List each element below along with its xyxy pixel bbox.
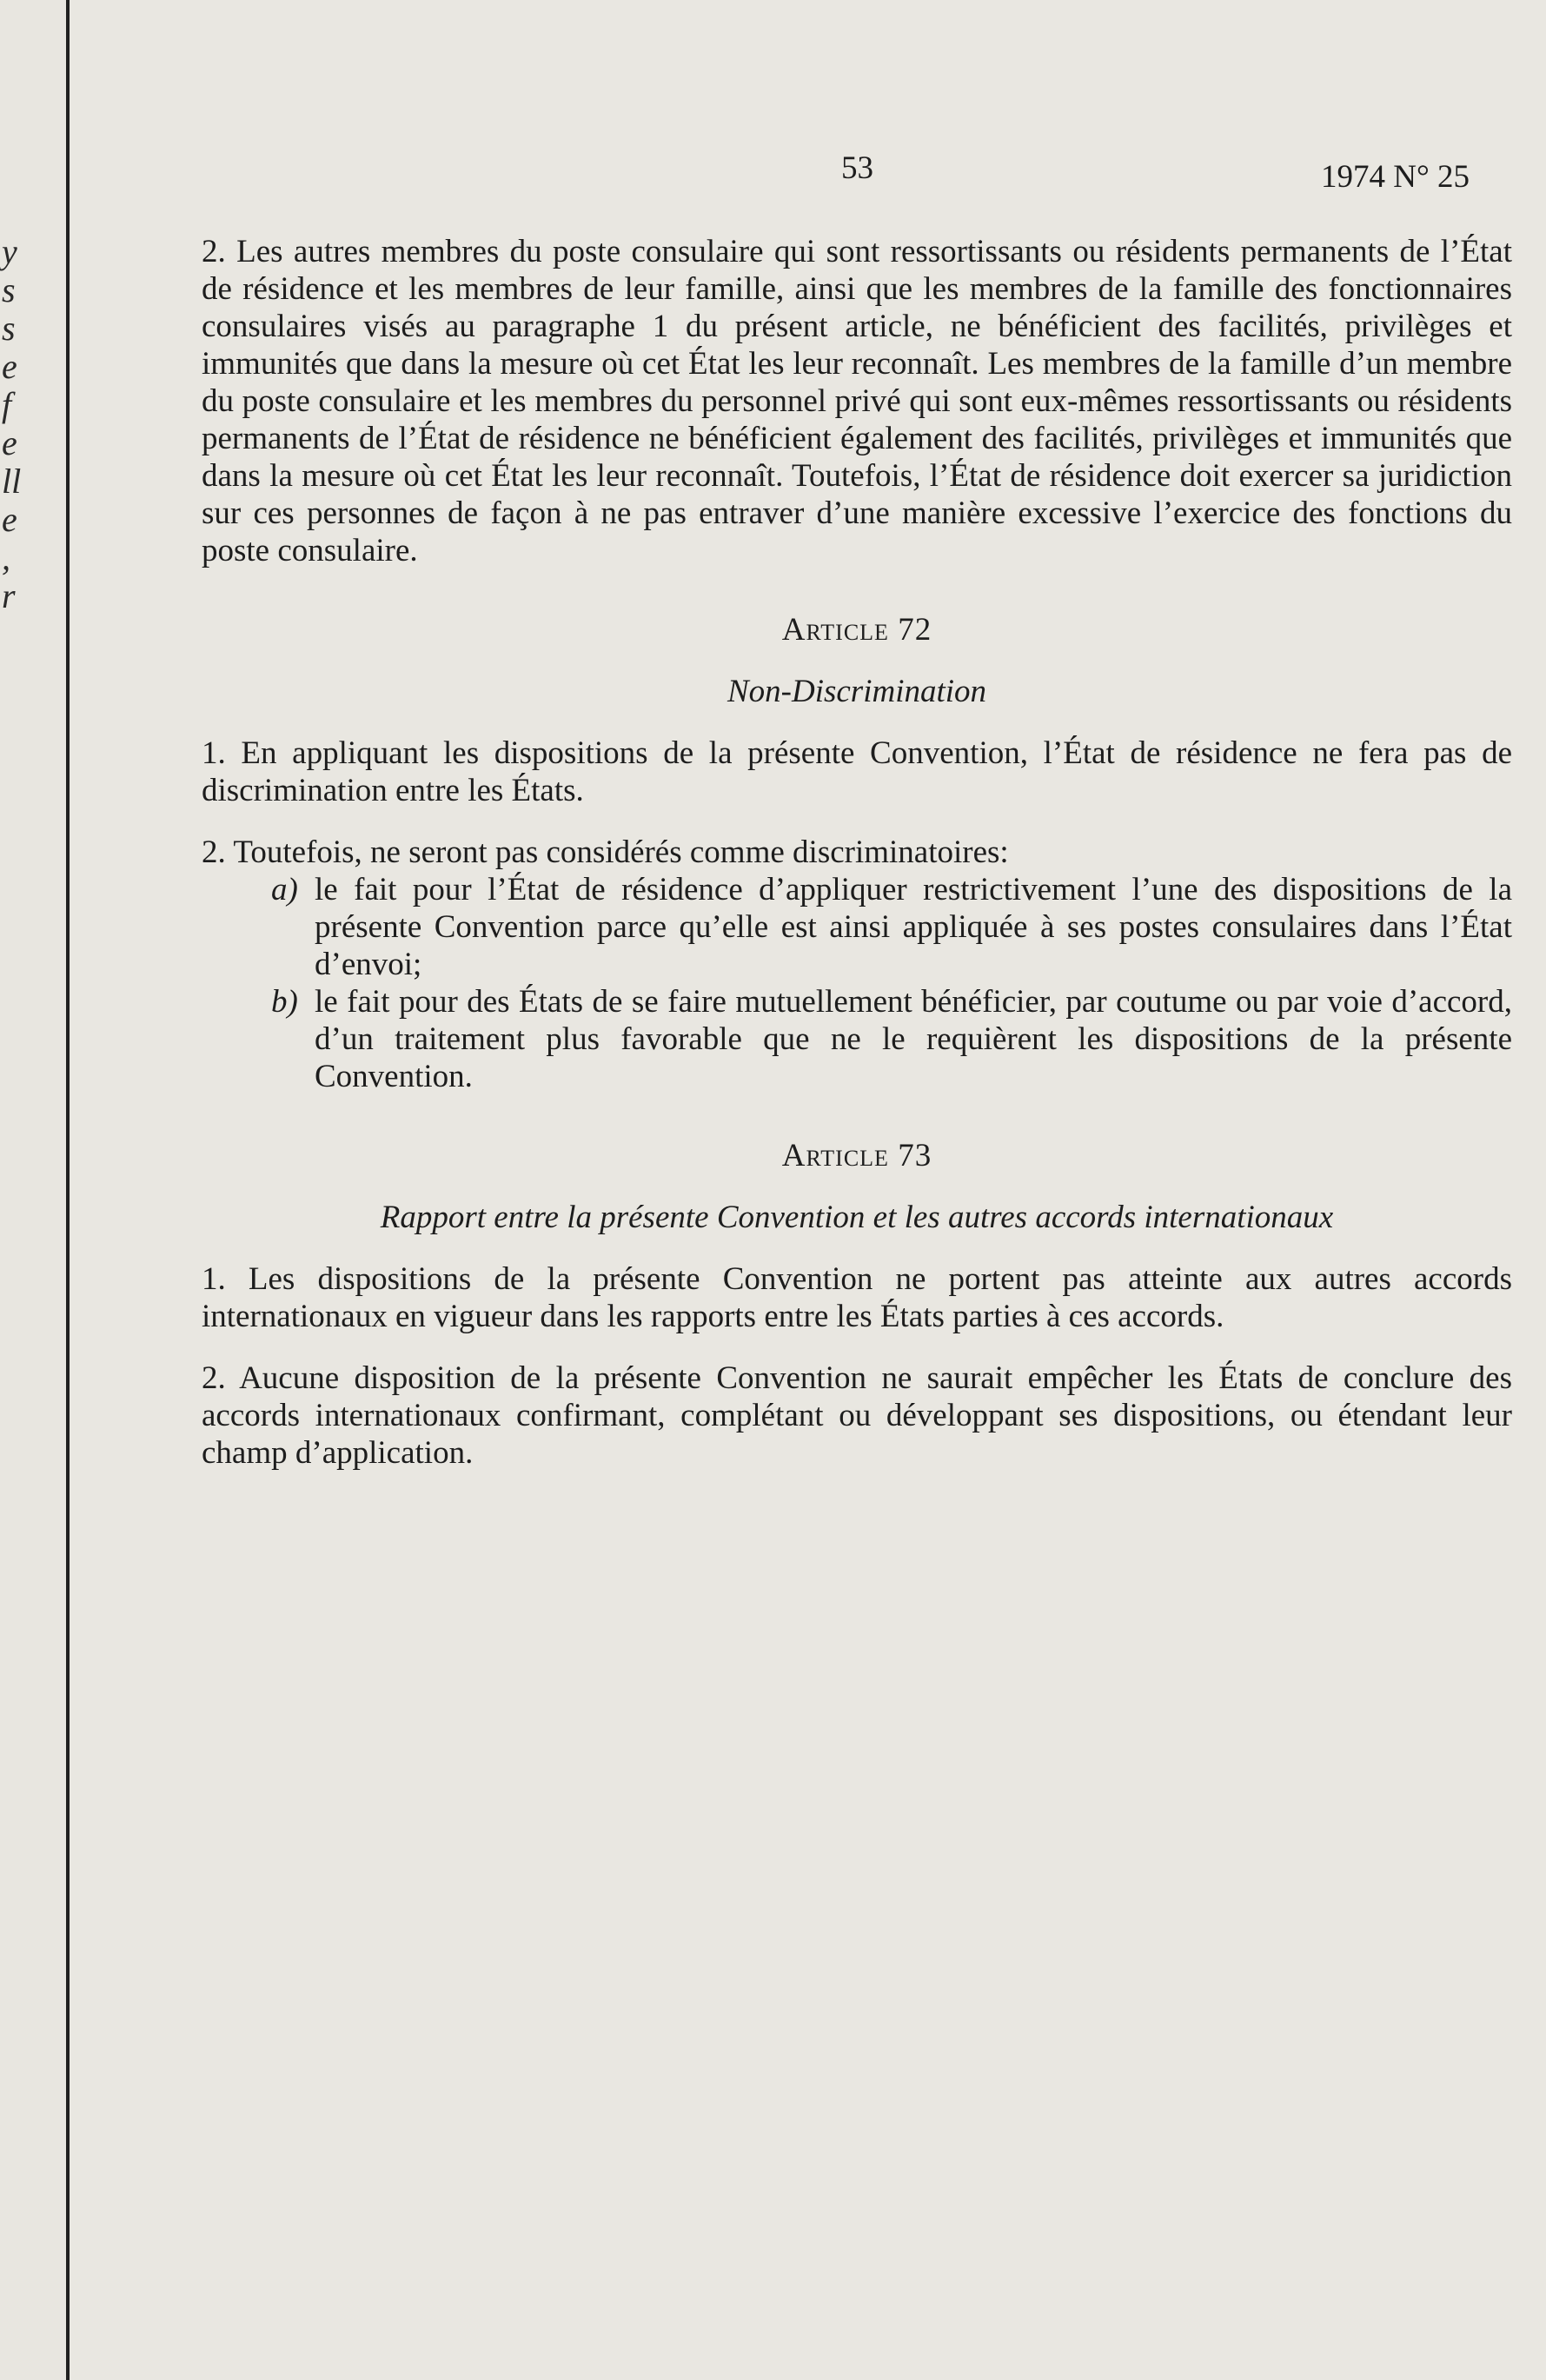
document-page — [70, 0, 1546, 2380]
left-margin-strip — [0, 0, 68, 2380]
article-73-paragraph-2: 2. Aucune disposition de la présente Convention ne saurait empêcher les États de conclure des accords internationaux confirmant, complétant ou développant ses dispositions, ou étendant leur champ d’application. — [202, 1360, 1512, 1471]
list-item-text: le fait pour l’État de résidence d’appliquer restrictivement l’une des dispositions de la présente Convention parce qu’elle est ainsi appliquée à ses postes consulaires dans l’État d’envoi; — [315, 872, 1512, 982]
article-73-title: Rapport entre la présente Convention et les autres accords internationaux — [380, 1200, 1334, 1235]
left-margin-letter: f — [2, 385, 12, 424]
left-margin-letter: ll — [2, 462, 22, 501]
article-72-title: Non-Discrimination — [727, 674, 987, 709]
left-margin-letter: e — [2, 347, 17, 386]
article-72-paragraph-1: 1. En appliquant les dispositions de la présente Convention, l’État de résidence ne fera pas de discrimination entre les États. — [202, 735, 1512, 808]
list-item-marker: a) — [271, 872, 298, 907]
left-margin-letter: e — [2, 423, 17, 462]
left-margin-letter: s — [2, 309, 16, 348]
article-72-heading: Article 72 — [781, 612, 932, 648]
list-item-text: le fait pour des États de se faire mutuellement bénéficier, par coutume ou par voie d’accord, d’un traitement plus favorable que ne le requièrent les dispositions de la présente Convention. — [315, 984, 1512, 1094]
left-margin-letters — [2, 233, 26, 615]
running-head: 1974 N° 25 — [1321, 159, 1470, 195]
article-73-heading: Article 73 — [781, 1138, 932, 1173]
paragraph-2-intro: 2. Les autres membres du poste consulaire qui sont ressortissants ou résidents permanents de l’État de résidence et les membres de leur famille, ainsi que les membres de la famille des fonctionnaires consulaires visés au paragraphe 1 du présent article, ne bénéficient des facilités, privilèges et immunités que dans la mesure où cet État les leur reconnaît. Les membres de la famille d’un membre du poste consulaire et les membres du personnel privé qui sont eux-mêmes ressortissants ou résidents permanents de l’État de résidence ne bénéficient également des facilités, privilèges et immunités que dans la mesure où cet État les leur reconnaît. Toutefois, l’État de résidence doit exercer sa juridiction sur ces personnes de façon à ne pas entraver d’une manière excessive l’exercice des fonctions du poste consulaire. — [202, 234, 1512, 568]
left-margin-letter: e — [2, 500, 17, 539]
main-text — [202, 233, 1512, 1472]
list-item-marker: b) — [271, 984, 298, 1020]
article-73-paragraph-1: 1. Les dispositions de la présente Convention ne portent pas atteinte aux autres accords internationaux en vigueur dans les rapports entre les États parties à ces accords. — [202, 1261, 1512, 1334]
list-item — [271, 871, 1512, 983]
left-margin-letter: r — [2, 576, 16, 615]
list-item — [271, 983, 1512, 1095]
article-72-paragraph-2: 2. Toutefois, ne seront pas considérés comme discriminatoires: — [202, 834, 1009, 870]
left-margin-letter: s — [2, 270, 16, 309]
left-margin-letter: , — [2, 538, 10, 577]
left-margin-letter: y — [2, 232, 17, 271]
page-number: 53 — [841, 150, 873, 186]
